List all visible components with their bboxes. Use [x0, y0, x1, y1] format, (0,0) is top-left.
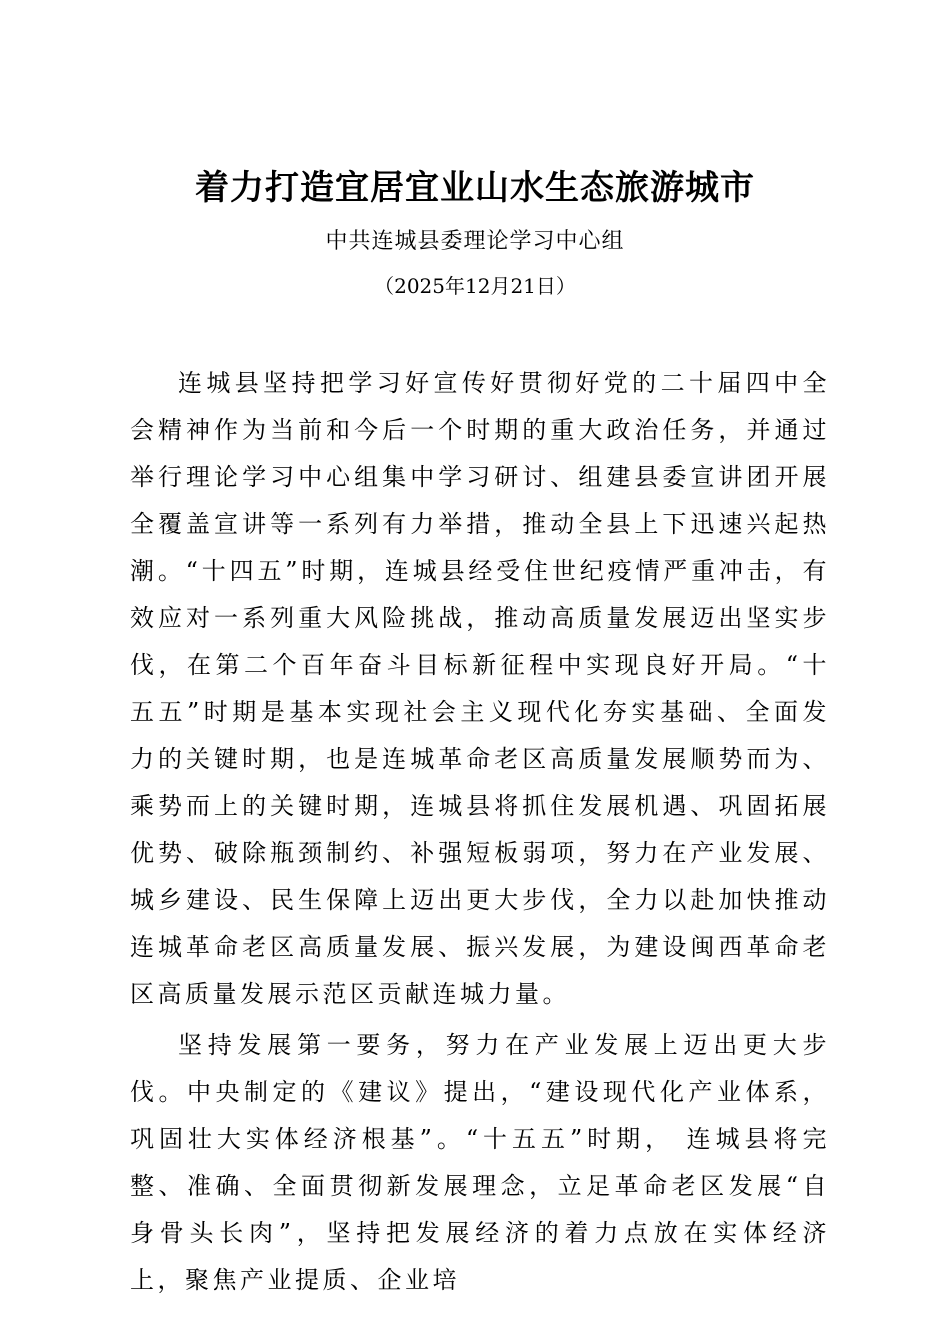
document-body — [130, 360, 830, 1304]
document-title: 着力打造宜居宜业山水生态旅游城市 — [195, 168, 755, 208]
document-date: （2025年12月21日） — [374, 274, 576, 298]
paragraph: 连城县坚持把学习好宣传好贯彻好党的二十届四中全会精神作为当前和今后一个时期的重大政治任务，并通过举行理论学习中心组集中学习研讨、组建县委宣讲团开展全覆盖宣讲等一系列有力举措，推动全县上下迅速兴起热潮。“十四五”时期，连城县经受住世纪疫情严重冲击，有效应对一系列重大风险挑战，推动高质量发展迈出坚实步伐，在第二个百年奋斗目标新征程中实现良好开局。“十五五”时期是基本实现社会主义现代化夯实基础、全面发力的关键时期，也是连城革命老区高质量发展顺势而为、乘势而上的关键时期，连城县将抓住发展机遇、巩固拓展优势、破除瓶颈制约、补强短板弱项，努力在产业发展、城乡建设、民生保障上迈出更大步伐，全力以赴加快推动连城革命老区高质量发展、振兴发展，为建设闽西革命老区高质量发展示范区贡献连城力量。 — [130, 369, 830, 1008]
document-author: 中共连城县委理论学习中心组 — [325, 229, 625, 254]
paragraph: 坚持发展第一要务，努力在产业发展上迈出更大步伐。中央制定的《建议》提出，“建设现代化产业体系，巩固壮大实体经济根基”。“十五五”时期， 连城县将完整、准确、全面贯彻新发展理念，立足革命老区发展“自身骨头长肉”，坚持把发展经济的着力点放在实体经济上，聚焦产业提质、企业培 — [130, 1031, 830, 1294]
